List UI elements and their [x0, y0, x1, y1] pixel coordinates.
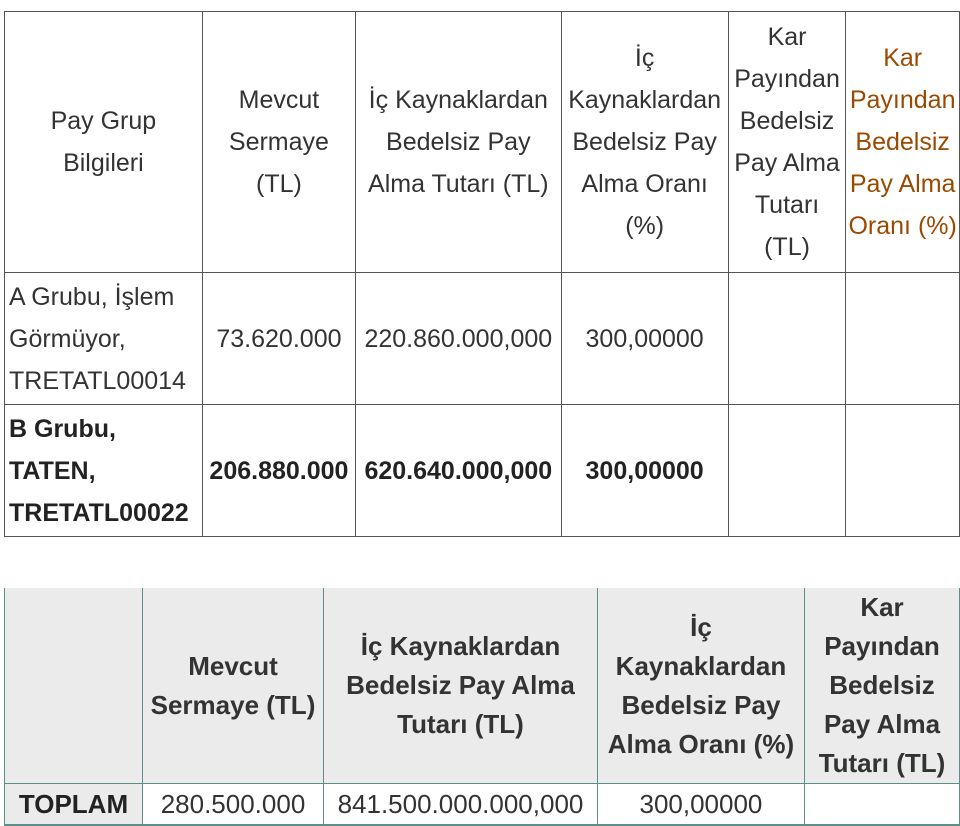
capital-cell: 73.620.000	[202, 273, 355, 405]
totals-internal-rate-cell: 300,00000	[597, 784, 804, 826]
internal-amount-cell: 220.860.000,000	[356, 273, 561, 405]
totals-internal-amount-cell: 841.500.000.000,000	[324, 784, 598, 826]
totals-dividend-amount-cell	[805, 784, 960, 826]
header-mevcut-sermaye: Mevcut Sermaye (TL)	[202, 12, 355, 273]
totals-capital-cell: 280.500.000	[142, 784, 323, 826]
header-pay-grup-bilgileri: Pay Grup Bilgileri	[5, 12, 203, 273]
dividend-rate-cell	[846, 405, 960, 537]
totals-header-ic-kaynak-oran: İç Kaynaklardan Bedelsiz Pay Alma Oranı (%)	[597, 588, 804, 784]
header-ic-kaynak-tutar: İç Kaynaklardan Bedelsiz Pay Alma Tutarı (TL)	[356, 12, 561, 273]
group-info-cell: A Grubu, İşlem Görmüyor, TRETATL00014	[5, 273, 203, 405]
dividend-amount-cell	[728, 405, 846, 537]
header-kar-payi-tutar: Kar Payından Bedelsiz Pay Alma Tutarı (TL)	[728, 12, 846, 273]
internal-rate-cell: 300,00000	[561, 273, 728, 405]
internal-amount-cell: 620.640.000,000	[356, 405, 561, 537]
totals-corner-cell	[5, 588, 143, 784]
totals-header-mevcut-sermaye: Mevcut Sermaye (TL)	[142, 588, 323, 784]
table-row	[5, 405, 960, 537]
totals-label: TOPLAM	[5, 784, 143, 826]
internal-rate-cell: 300,00000	[561, 405, 728, 537]
totals-row	[5, 784, 960, 826]
totals-header-row	[5, 588, 960, 784]
share-groups-table	[4, 11, 960, 537]
table-row	[5, 273, 960, 405]
totals-header-ic-kaynak-tutar: İç Kaynaklardan Bedelsiz Pay Alma Tutarı (TL)	[324, 588, 598, 784]
table-header-row	[5, 12, 960, 273]
totals-header-kar-payi-tutar: Kar Payından Bedelsiz Pay Alma Tutarı (TL)	[805, 588, 960, 784]
totals-table	[4, 588, 960, 826]
header-ic-kaynak-oran: İç Kaynaklardan Bedelsiz Pay Alma Oranı (%)	[561, 12, 728, 273]
group-info-cell: B Grubu, TATEN, TRETATL00022	[5, 405, 203, 537]
dividend-rate-cell	[846, 273, 960, 405]
capital-cell: 206.880.000	[202, 405, 355, 537]
header-kar-payi-oran: Kar Payından Bedelsiz Pay Alma Oranı (%)	[846, 12, 960, 273]
dividend-amount-cell	[728, 273, 846, 405]
